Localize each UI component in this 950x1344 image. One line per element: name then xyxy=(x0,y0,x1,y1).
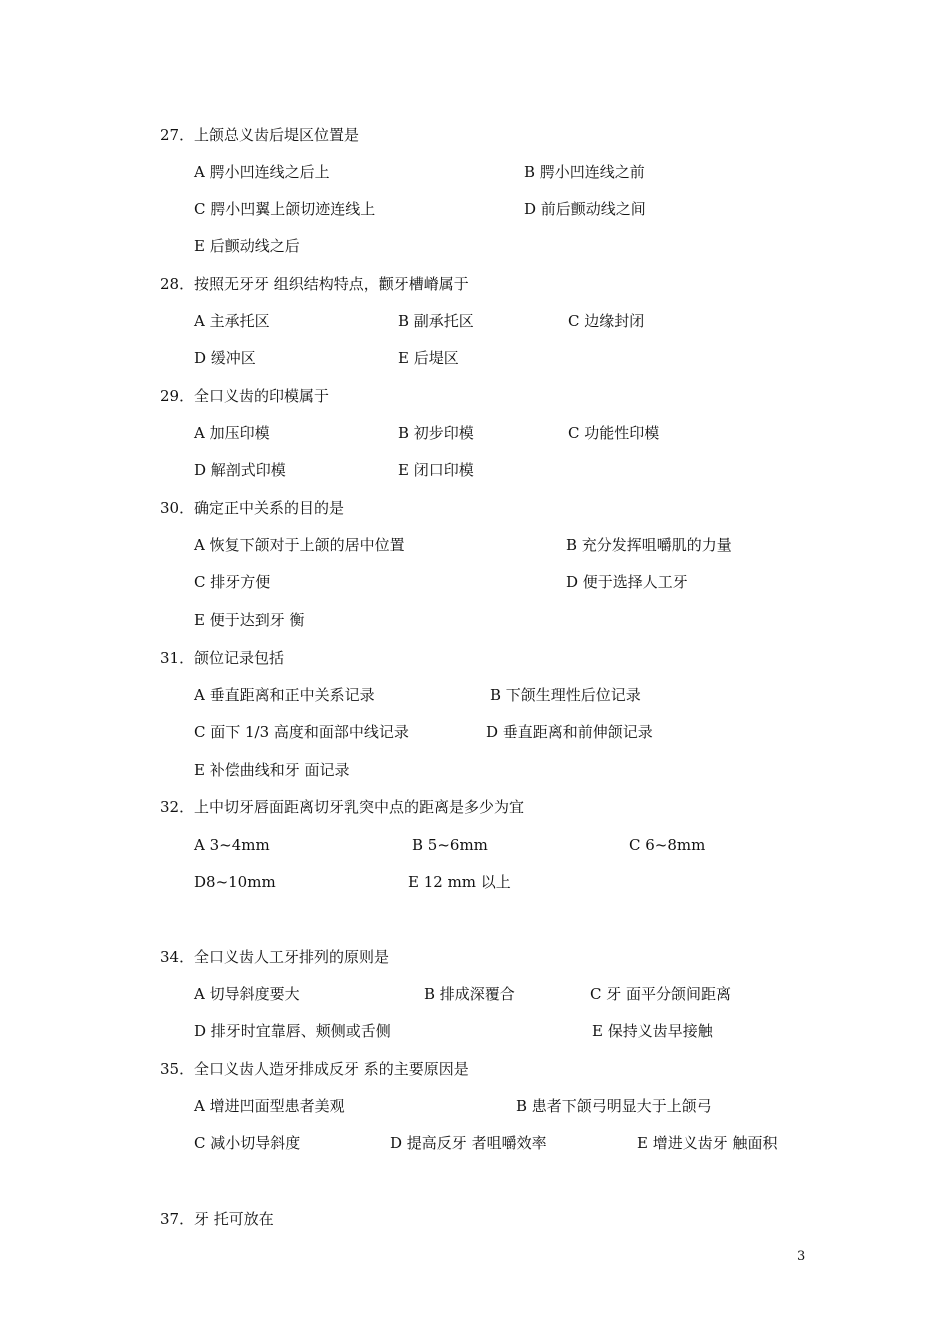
option-a: A 垂直距离和正中关系记录 xyxy=(194,686,375,704)
option-a: A 3~4mm xyxy=(194,836,270,854)
option-c: C 边缘封闭 xyxy=(568,312,645,330)
question-number: 27． xyxy=(160,126,195,144)
option-e: E 后颤动线之后 xyxy=(194,237,300,255)
option-b: B 排成深覆合 xyxy=(424,985,515,1003)
option-b: B 副承托区 xyxy=(398,312,474,330)
option-e: E 增进义齿牙 触面积 xyxy=(637,1134,778,1152)
question-number: 32． xyxy=(160,798,195,816)
option-d: D 排牙时宜靠唇、颊侧或舌侧 xyxy=(194,1022,391,1040)
option-e: E 后堤区 xyxy=(398,349,459,367)
question-text: 颌位记录包括 xyxy=(194,649,285,667)
option-a: A 增进凹面型患者美观 xyxy=(194,1097,345,1115)
question-text: 全口义齿的印模属于 xyxy=(194,387,330,405)
option-b: B 5~6mm xyxy=(412,836,488,854)
question-text: 牙 托可放在 xyxy=(194,1210,274,1228)
option-b: B 腭小凹连线之前 xyxy=(524,163,645,181)
option-c: C 功能性印模 xyxy=(568,424,660,442)
option-e: E 12 mm 以上 xyxy=(408,873,511,891)
option-c: C 腭小凹翼上颌切迹连线上 xyxy=(194,200,376,218)
option-e: E 闭口印模 xyxy=(398,461,474,479)
option-b: B 充分发挥咀嚼肌的力量 xyxy=(566,536,732,554)
question-text: 上颌总义齿后堤区位置是 xyxy=(194,126,360,144)
question-number: 34． xyxy=(160,948,195,966)
option-c: C 减小切导斜度 xyxy=(194,1134,301,1152)
question-text: 全口义齿人造牙排成反牙 系的主要原因是 xyxy=(194,1060,469,1078)
question-text: 上中切牙唇面距离切牙乳突中点的距离是多少为宜 xyxy=(194,798,525,816)
option-d: D 垂直距离和前伸颌记录 xyxy=(486,723,653,741)
option-d: D 提高反牙 者咀嚼效率 xyxy=(390,1134,547,1152)
option-a: A 腭小凹连线之后上 xyxy=(194,163,330,181)
option-a: A 切导斜度要大 xyxy=(194,985,300,1003)
option-d: D 便于选择人工牙 xyxy=(566,573,688,591)
question-number: 31． xyxy=(160,649,195,667)
option-a: A 加压印模 xyxy=(194,424,270,442)
option-c: C 面下 1/3 高度和面部中线记录 xyxy=(194,723,409,741)
option-e: E 保持义齿早接触 xyxy=(592,1022,713,1040)
question-text: 全口义齿人工牙排列的原则是 xyxy=(194,948,390,966)
option-e: E 补偿曲线和牙 面记录 xyxy=(194,761,350,779)
question-number: 28． xyxy=(160,275,195,293)
question-number: 35． xyxy=(160,1060,195,1078)
option-b: B 下颌生理性后位记录 xyxy=(490,686,641,704)
option-a: A 恢复下颌对于上颌的居中位置 xyxy=(194,536,405,554)
option-d: D8~10mm xyxy=(194,873,276,891)
option-a: A 主承托区 xyxy=(194,312,270,330)
option-b: B 初步印模 xyxy=(398,424,474,442)
question-number: 30． xyxy=(160,499,195,517)
page-number: 3 xyxy=(797,1249,806,1264)
option-c: C 牙 面平分颌间距离 xyxy=(590,985,732,1003)
option-d: D 解剖式印模 xyxy=(194,461,286,479)
option-e: E 便于达到牙 衡 xyxy=(194,611,305,629)
option-c: C 排牙方便 xyxy=(194,573,271,591)
question-text: 按照无牙牙 组织结构特点，颧牙槽嵴属于 xyxy=(194,275,469,293)
option-d: D 缓冲区 xyxy=(194,349,256,367)
option-c: C 6~8mm xyxy=(629,836,706,854)
question-number: 29． xyxy=(160,387,195,405)
option-d: D 前后颤动线之间 xyxy=(524,200,646,218)
option-b: B 患者下颌弓明显大于上颌弓 xyxy=(516,1097,712,1115)
question-number: 37． xyxy=(160,1210,195,1228)
question-text: 确定正中关系的目的是 xyxy=(194,499,345,517)
